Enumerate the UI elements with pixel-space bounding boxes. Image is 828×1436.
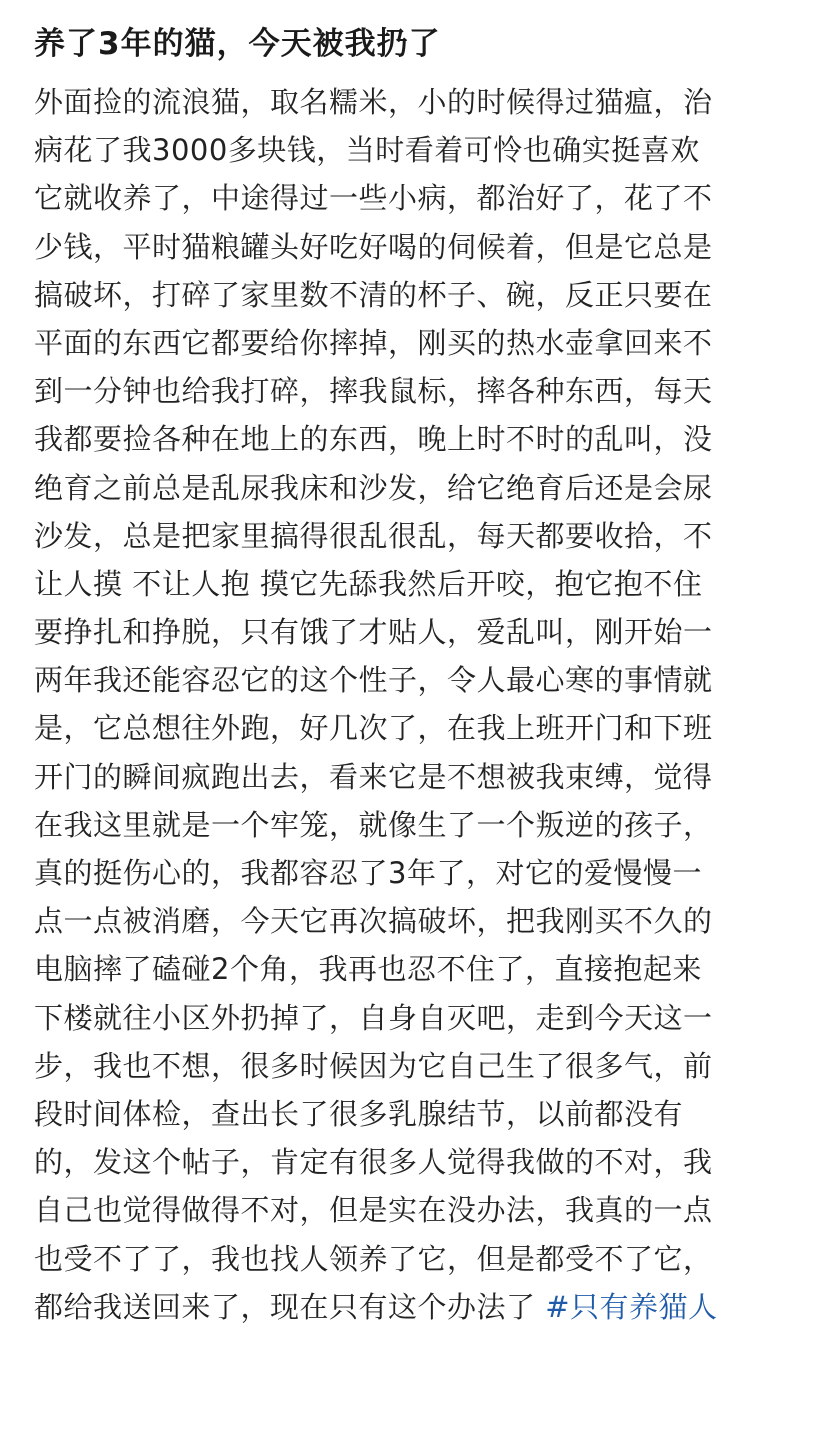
post-text-segment: 都给我送回来了，现在只有这个办法了 bbox=[34, 1289, 546, 1324]
post-text-line: 下楼就往小区外扔掉了，自身自灭吧，走到今天这一 bbox=[34, 1000, 713, 1035]
post-text-line: 病花了我3000多块钱，当时看着可怜也确实挺喜欢 bbox=[34, 133, 700, 168]
post-text-line: 少钱，平时猫粮罐头好吃好喝的伺候着，但是它总是 bbox=[34, 229, 713, 264]
post-text-line: 在我这里就是一个牢笼，就像生了一个叛逆的孩子， bbox=[34, 807, 713, 842]
post-text-line: 段时间体检，查出长了很多乳腺结节，以前都没有 bbox=[34, 1096, 684, 1131]
post-text-line-last bbox=[34, 1283, 804, 1331]
post-text-line: 步，我也不想，很多时候因为它自己生了很多气，前 bbox=[34, 1048, 713, 1083]
post-text-line: 开门的瞬间疯跑出去，看来它是不想被我束缚，觉得 bbox=[34, 759, 713, 794]
post-text-line: 它就收养了，中途得过一些小病，都治好了，花了不 bbox=[34, 181, 713, 216]
post-text-line: 让人摸 不让人抱 摸它先舔我然后开咬，抱它抱不住 bbox=[34, 566, 703, 601]
post-text-line: 要挣扎和挣脱，只有饿了才贴人，爱乱叫，刚开始一 bbox=[34, 615, 713, 650]
post-text-line: 绝育之前总是乱尿我床和沙发，给它绝育后还是会尿 bbox=[34, 470, 713, 505]
post-text-line: 沙发，总是把家里搞得很乱很乱，每天都要收拾，不 bbox=[34, 518, 713, 553]
post-text-line: 真的挺伤心的，我都容忍了3年了，对它的爱慢慢一 bbox=[34, 856, 702, 890]
post-text-line: 自己也觉得做得不对，但是实在没办法，我真的一点 bbox=[34, 1193, 713, 1228]
hashtag-link[interactable]: #只有养猫人 bbox=[545, 1289, 718, 1324]
post-text-line: 我都要捡各种在地上的东西，晚上时不时的乱叫，没 bbox=[34, 422, 713, 457]
post-text-line: 平面的东西它都要给你摔掉，刚买的热水壶拿回来不 bbox=[34, 325, 713, 360]
post-title: 养了3年的猫，今天被我扔了 bbox=[34, 26, 441, 62]
post-text-line: 电脑摔了磕碰2个角，我再也忍不住了，直接抱起来 bbox=[34, 952, 702, 987]
post-text-line: 外面捡的流浪猫，取名糯米，小的时候得过猫瘟，治 bbox=[34, 85, 713, 119]
post-text-line: 到一分钟也给我打碎，摔我鼠标，摔各种东西，每天 bbox=[34, 374, 713, 409]
post-body bbox=[34, 78, 804, 1331]
post-text-line: 的，发这个帖子，肯定有很多人觉得我做的不对，我 bbox=[34, 1145, 713, 1180]
post-text-line: 是，它总想往外跑，好几次了，在我上班开门和下班 bbox=[34, 711, 713, 746]
post-text-line: 两年我还能容忍它的这个性子，令人最心寒的事情就 bbox=[34, 663, 713, 698]
post-text-line: 也受不了了，我也找人领养了它，但是都受不了它， bbox=[34, 1241, 713, 1276]
post-text-line: 搞破坏，打碎了家里数不清的杯子、碗，反正只要在 bbox=[34, 277, 713, 312]
post-text-line: 点一点被消磨，今天它再次搞破坏，把我刚买不久的 bbox=[34, 904, 713, 939]
